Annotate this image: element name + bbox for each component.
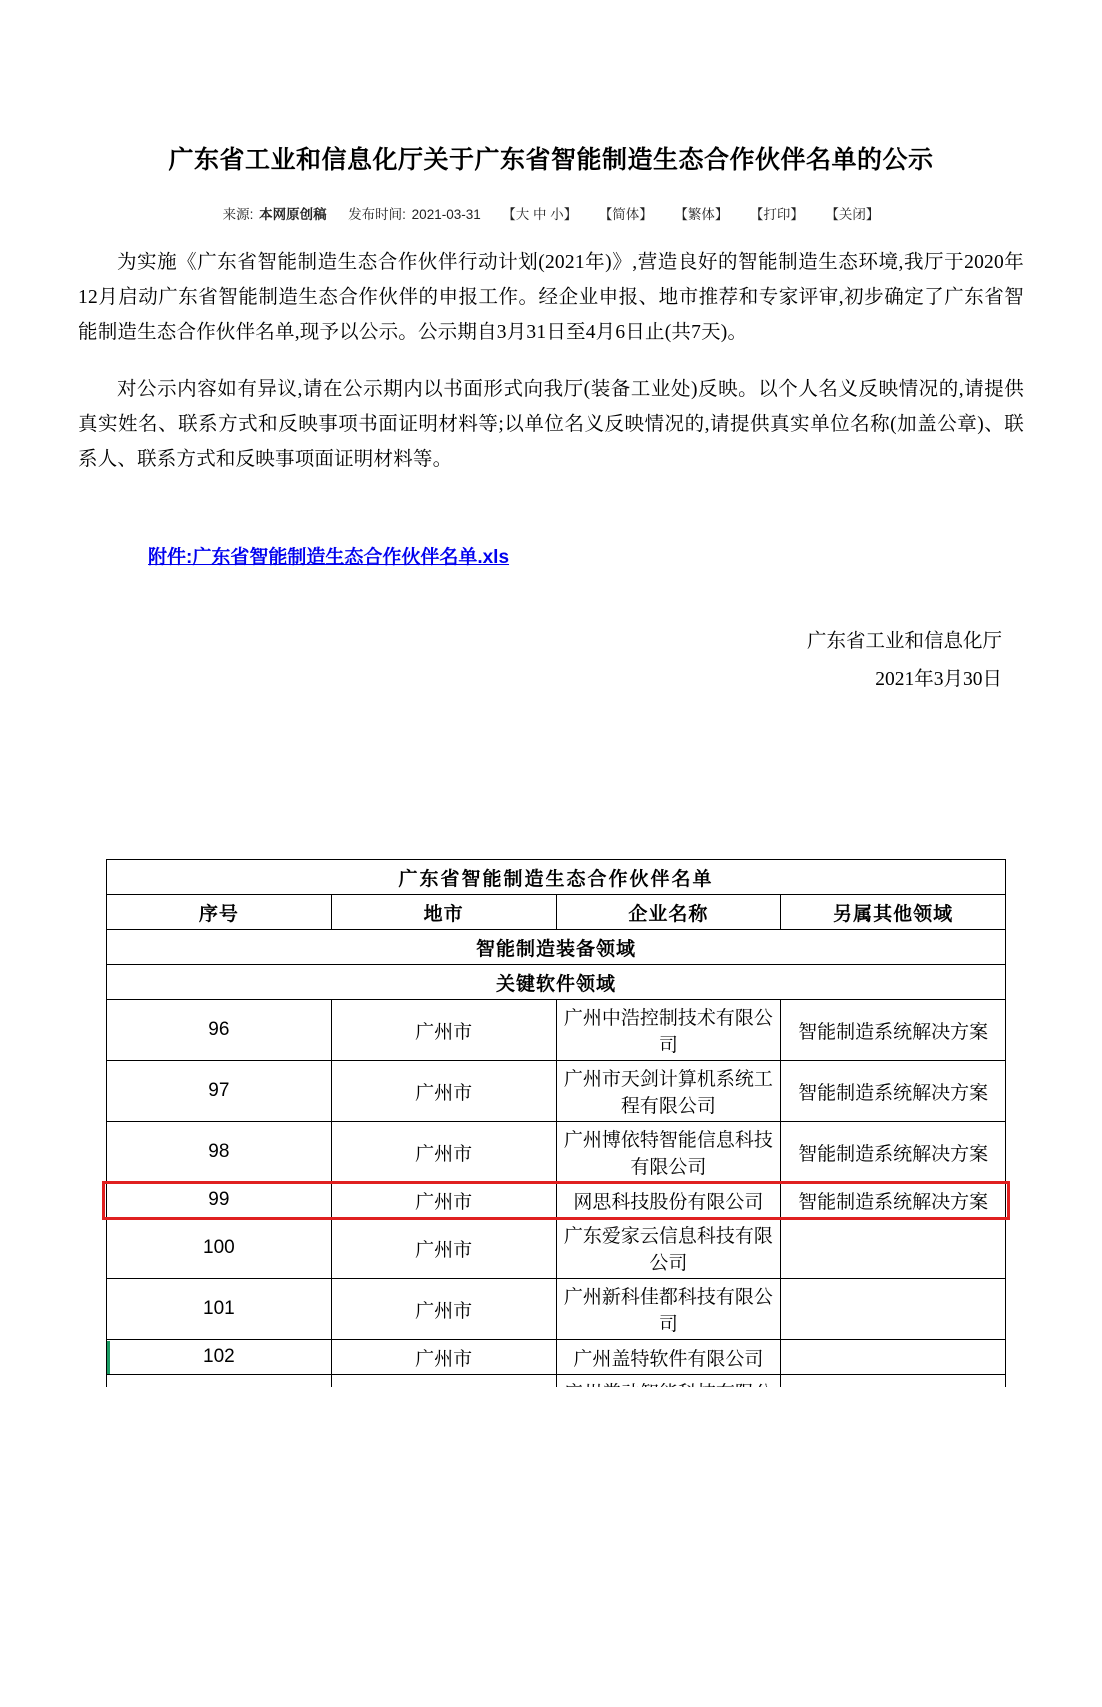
cell-field xyxy=(781,1218,1006,1279)
attachment-wrap xyxy=(78,496,1024,569)
signature-org: 广东省工业和信息化厅 xyxy=(806,631,1002,652)
cell-city: 广州市 xyxy=(331,1122,556,1183)
cell-no: 100 xyxy=(107,1218,332,1279)
cell-company: 网思科技股份有限公司 xyxy=(556,1183,781,1218)
cell-company: 广州盖特软件有限公司 xyxy=(556,1340,781,1375)
signature-block xyxy=(78,623,1024,699)
page-bottom-cut xyxy=(106,1387,1008,1707)
page-title: 广东省工业和信息化厅关于广东省智能制造生态合作伙伴名单的公示 xyxy=(168,146,934,174)
row-selection-marker xyxy=(107,1341,110,1374)
section-row-software xyxy=(107,965,1006,1000)
cell-field: 智能制造系统解决方案 xyxy=(781,1061,1006,1122)
section-label-equipment: 智能制造装备领域 xyxy=(107,930,1006,965)
cell-field: 智能制造系统解决方案 xyxy=(781,1000,1006,1061)
cell-company: 广州市天剑计算机系统工程有限公司 xyxy=(556,1061,781,1122)
table-header-row xyxy=(107,895,1006,930)
cell-field: 智能制造系统解决方案 xyxy=(781,1183,1006,1218)
section-row-equipment xyxy=(107,930,1006,965)
cell-city: 广州市 xyxy=(331,1340,556,1375)
close-link[interactable]: 【关闭】 xyxy=(825,206,880,222)
table-row[interactable] xyxy=(107,1340,1006,1375)
cell-city: 广州市 xyxy=(331,1061,556,1122)
cell-no: 98 xyxy=(107,1122,332,1183)
column-header-company: 企业名称 xyxy=(556,895,781,930)
section-label-software: 关键软件领域 xyxy=(107,965,1006,1000)
column-header-field: 另属其他领域 xyxy=(781,895,1006,930)
table-row-highlighted[interactable] xyxy=(107,1183,1006,1218)
document-page xyxy=(0,144,1102,1703)
cell-city: 广州市 xyxy=(331,1218,556,1279)
meta-source-label: 来源: xyxy=(222,206,254,222)
cell-no: 96 xyxy=(107,1000,332,1061)
font-size-options[interactable]: 【大 中 小】 xyxy=(502,206,578,222)
meta-publish-label: 发布时间: xyxy=(348,206,406,222)
document-meta xyxy=(78,203,1024,223)
body-paragraph-2: 对公示内容如有异议,请在公示期内以书面形式向我厅(装备工业处)反映。以个人名义反映情况的,请提供真实姓名、联系方式和反映事项书面证明材料等;以单位名义反映情况的,请提供真实单位名称(加盖公章)、联系人、联系方式和反映事项面证明材料等。 xyxy=(78,378,1024,470)
table-row[interactable] xyxy=(107,1122,1006,1183)
print-link[interactable]: 【打印】 xyxy=(749,206,804,222)
table-row[interactable] xyxy=(107,1279,1006,1340)
cell-field xyxy=(781,1279,1006,1340)
cell-no: 102 xyxy=(107,1340,332,1375)
traditional-link[interactable]: 【繁体】 xyxy=(674,206,729,222)
column-header-city: 地市 xyxy=(331,895,556,930)
cell-no: 101 xyxy=(107,1279,332,1340)
table-caption-row xyxy=(107,860,1006,895)
cell-company: 广州新科佳都科技有限公司 xyxy=(556,1279,781,1340)
cell-field: 智能制造系统解决方案 xyxy=(781,1122,1006,1183)
cell-no: 97 xyxy=(107,1061,332,1122)
cell-company: 广州博依特智能信息科技有限公司 xyxy=(556,1122,781,1183)
body-paragraph-1: 为实施《广东省智能制造生态合作伙伴行动计划(2021年)》,营造良好的智能制造生态环境,我厅于2020年12月启动广东省智能制造生态合作伙伴的申报工作。经企业申报、地市推荐和专家评审,初步确定了广东省智能制造生态合作伙伴名单,现予以公示。公示期自3月31日至4月6日止(共7天)。 xyxy=(78,251,1024,343)
meta-publish-date: 2021-03-31 xyxy=(411,206,481,222)
cell-no: 99 xyxy=(107,1183,332,1218)
column-header-no: 序号 xyxy=(107,895,332,930)
simplified-link[interactable]: 【简体】 xyxy=(598,206,653,222)
table-row[interactable] xyxy=(107,1000,1006,1061)
cell-city: 广州市 xyxy=(331,1183,556,1218)
attachment-link[interactable]: 附件:广东省智能制造生态合作伙伴名单.xls xyxy=(148,547,510,568)
table-row[interactable] xyxy=(107,1061,1006,1122)
signature-date: 2021年3月30日 xyxy=(875,669,1002,690)
cell-company: 广州中浩控制技术有限公司 xyxy=(556,1000,781,1061)
table-row[interactable] xyxy=(107,1218,1006,1279)
cell-city: 广州市 xyxy=(331,1000,556,1061)
cell-field xyxy=(781,1340,1006,1375)
cell-company: 广东爱家云信息科技有限公司 xyxy=(556,1218,781,1279)
cell-city: 广州市 xyxy=(331,1279,556,1340)
meta-source-value: 本网原创稿 xyxy=(259,206,327,222)
table-caption: 广东省智能制造生态合作伙伴名单 xyxy=(107,860,1006,895)
